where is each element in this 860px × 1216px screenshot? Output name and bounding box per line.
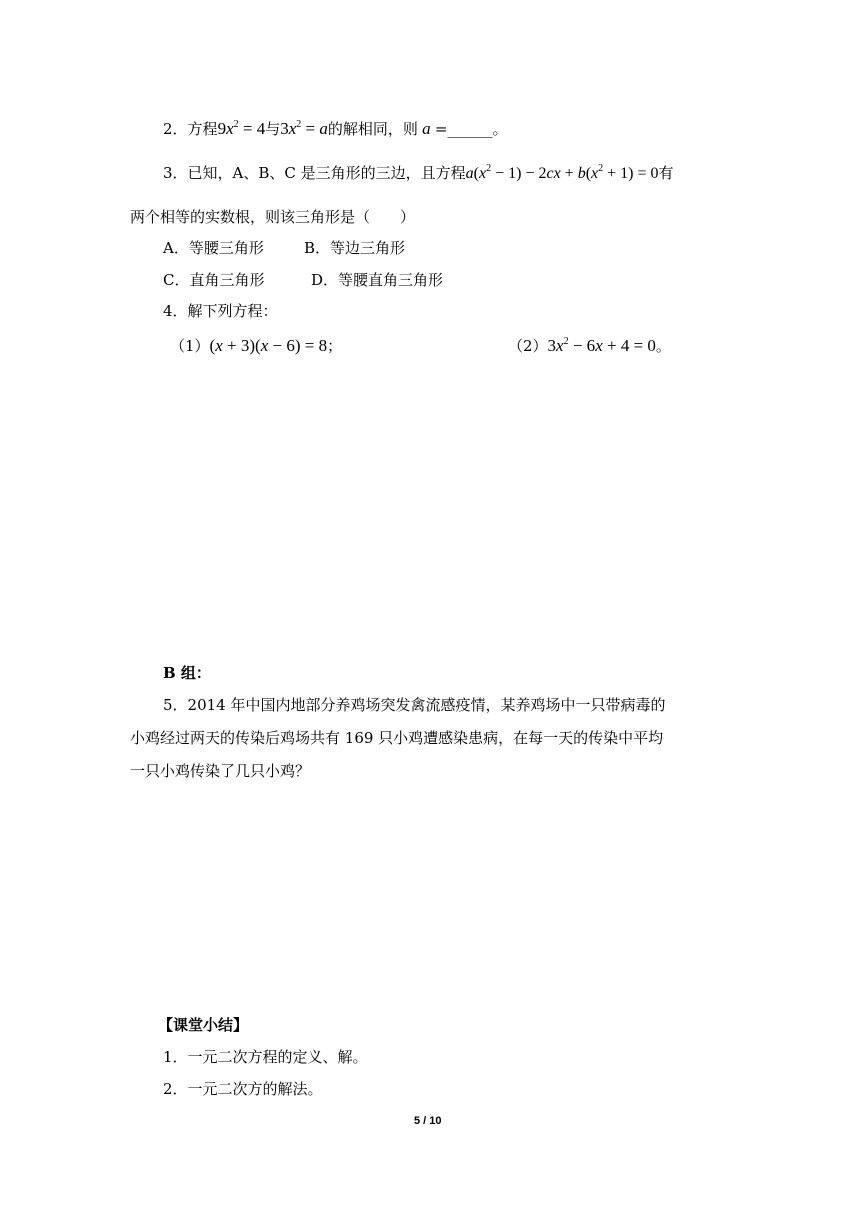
question-number: 2．	[163, 120, 188, 138]
answer-blank: =______。	[434, 120, 508, 138]
question-number: 3．	[163, 164, 188, 182]
question-5-line-2: 小鸡经过两天的传染后鸡场共有 169 只小鸡遭感染患病，在每一天的传染中平均	[130, 729, 664, 747]
question-2	[163, 118, 507, 139]
question-4-title: 4．解下列方程：	[163, 302, 278, 320]
question-text: 有	[658, 164, 674, 182]
equation: (x + 3)(x − 6) = 8	[209, 336, 328, 355]
punctuation: ；	[327, 337, 343, 355]
equation-part-2	[508, 335, 671, 356]
question-3-continued: 两个相等的实数根，则该三角形是（ ）	[130, 208, 416, 226]
question-text: 方程	[187, 120, 218, 138]
question-text: 的解相同，则	[327, 120, 418, 138]
punctuation: 。	[655, 337, 671, 355]
question-text: 与	[265, 120, 281, 138]
option-b: B．等边三角形	[304, 239, 406, 257]
group-b-heading: B 组：	[163, 664, 211, 682]
option-a: A．等腰三角形	[163, 239, 264, 257]
summary-item-2: 2．一元二次方的解法。	[163, 1080, 323, 1098]
page-number: 5 / 10	[414, 1115, 442, 1127]
part-number: （2）	[508, 337, 548, 355]
question-5-line-1: 5．2014 年中国内地部分养鸡场突发禽流感疫情，某养鸡场中一只带病毒的	[163, 696, 666, 714]
option-c: C．直角三角形	[163, 271, 265, 289]
question-text: 已知，A、B、C 是三角形的三边，且方程	[187, 164, 466, 182]
equation: $3x^2 = a$	[280, 119, 328, 138]
equation: $a(x^2 - 1) - 2cx + b(x^2 + 1) = 0$	[465, 163, 659, 182]
summary-item-1: 1．一元二次方程的定义、解。	[163, 1048, 368, 1066]
option-d: D．等腰直角三角形	[311, 271, 444, 289]
part-number: （1）	[170, 337, 210, 355]
variable: a	[422, 119, 431, 138]
equation: $3x^2 - 6x + 4 = 0$	[547, 336, 656, 355]
question-5-line-3: 一只小鸡传染了几只小鸡？	[130, 762, 311, 780]
equation-part-1	[170, 335, 342, 356]
equation: $9x^2 = 4$	[217, 119, 266, 138]
summary-heading: 【课堂小结】	[158, 1016, 249, 1034]
question-3	[163, 162, 674, 183]
